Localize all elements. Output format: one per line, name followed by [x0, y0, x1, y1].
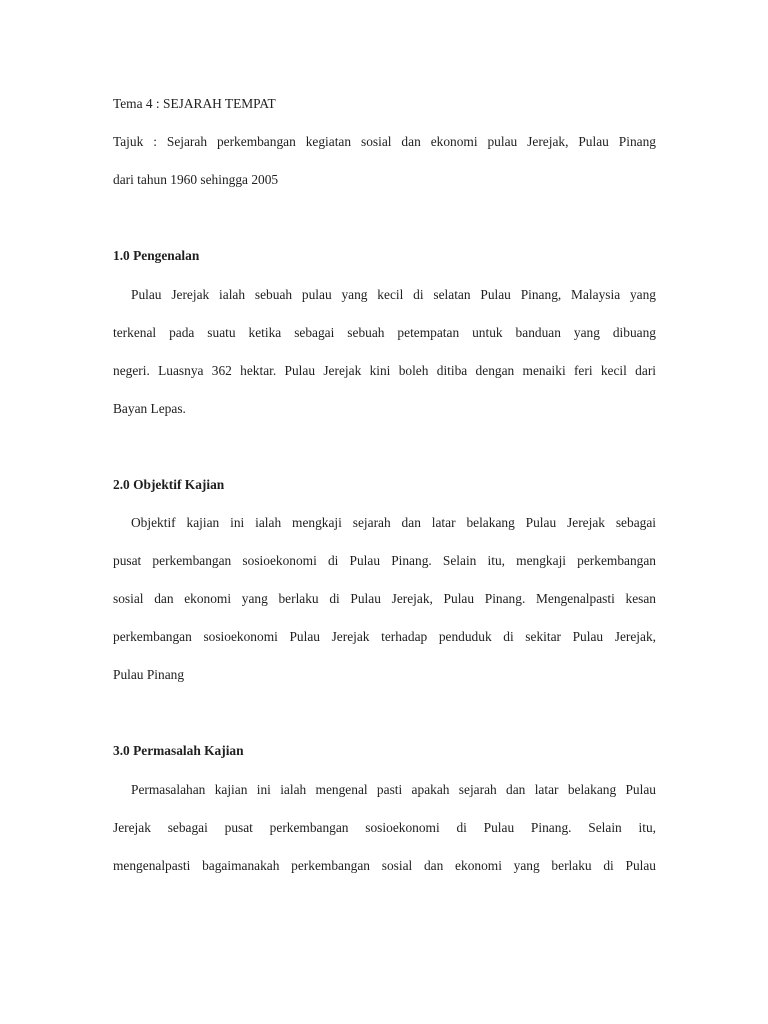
theme-line: Tema 4 : SEJARAH TEMPAT — [113, 96, 276, 111]
section-heading: 2.0 Objektif Kajian — [113, 477, 225, 492]
section-paragraph — [113, 285, 656, 437]
title-line: dari tahun 1960 sehingga 2005 — [113, 172, 279, 187]
paragraph-line: Bayan Lepas. — [113, 401, 186, 416]
title-block — [113, 132, 656, 208]
paragraph-line: pusat perkembangan sosioekonomi di Pulau Pinang. Selain itu, mengkaji perkembangan — [113, 553, 656, 568]
paragraph-line: Permasalahan kajian ini ialah mengenal pasti apakah sejarah dan latar belakang Pulau — [131, 782, 656, 797]
paragraph-line: sosial dan ekonomi yang berlaku di Pulau Jerejak, Pulau Pinang. Mengenalpasti kesan — [113, 591, 656, 606]
section-heading: 1.0 Pengenalan — [113, 248, 200, 263]
paragraph-line: mengenalpasti bagaimanakah perkembangan sosial dan ekonomi yang berlaku di Pulau — [113, 858, 656, 873]
paragraph-line: Pulau Pinang — [113, 667, 185, 682]
paragraph-line: perkembangan sosioekonomi Pulau Jerejak terhadap penduduk di sekitar Pulau Jerejak, — [113, 629, 656, 644]
paragraph-line: Objektif kajian ini ialah mengkaji sejarah dan latar belakang Pulau Jerejak sebagai — [131, 515, 656, 530]
section-paragraph — [113, 780, 656, 894]
title-line: Tajuk : Sejarah perkembangan kegiatan sosial dan ekonomi pulau Jerejak, Pulau Pinang — [113, 134, 656, 149]
section-heading: 3.0 Permasalah Kajian — [113, 743, 244, 758]
paragraph-line: terkenal pada suatu ketika sebagai sebuah petempatan untuk banduan yang dibuang — [113, 325, 656, 340]
section-paragraph — [113, 513, 656, 703]
paragraph-line: negeri. Luasnya 362 hektar. Pulau Jerejak kini boleh ditiba dengan menaiki feri kecil dari — [113, 363, 656, 378]
paragraph-line: Pulau Jerejak ialah sebuah pulau yang kecil di selatan Pulau Pinang, Malaysia yang — [131, 287, 656, 302]
paragraph-line: Jerejak sebagai pusat perkembangan sosioekonomi di Pulau Pinang. Selain itu, — [113, 820, 656, 835]
